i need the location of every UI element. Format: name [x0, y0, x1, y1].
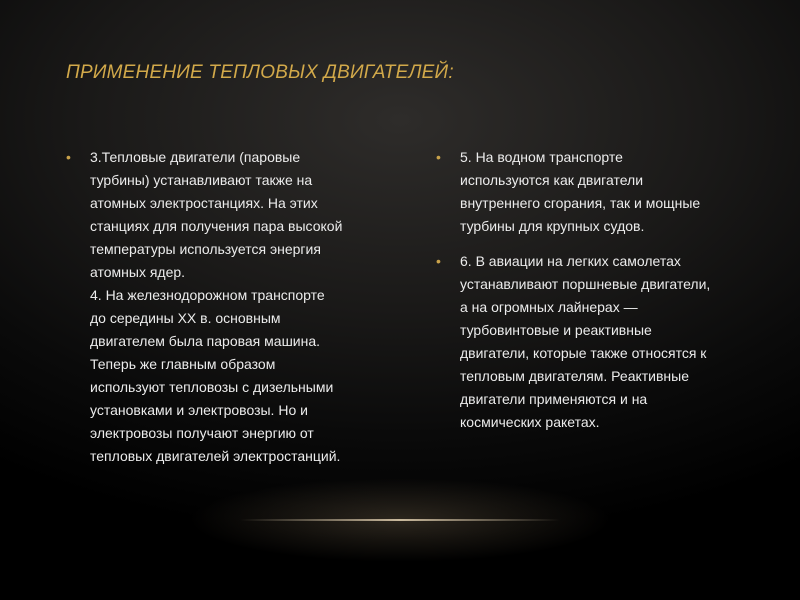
list-item-text: 3.Тепловые двигатели (паровые турбины) устанавливают также на атомных электростанциях. На этих станциях для получения пара высокой температуры используется энергия атомных ядер. 4. На железнодорожном транспорте до середины XX в. основным двигателем была паровая машина. Теперь же главным образом используют тепловозы с дизельными установками и электровозы. Но и электровозы получают энергию от тепловых двигателей электростанций.	[90, 149, 343, 464]
bullet-icon: •	[436, 253, 441, 269]
left-column-list	[66, 146, 396, 480]
decorative-glow-line	[240, 519, 560, 521]
right-column-list	[436, 146, 766, 446]
list-item	[436, 146, 766, 238]
list-item	[436, 250, 766, 434]
list-item-text: 5. На водном транспорте используются как двигатели внутреннего сгорания, так и мощные турбины для крупных судов.	[460, 149, 701, 234]
slide-title: ПРИМЕНЕНИЕ ТЕПЛОВЫХ ДВИГАТЕЛЕЙ:	[66, 62, 454, 83]
bullet-icon: •	[66, 149, 71, 165]
list-item-text: 6. В авиации на легких самолетах устанавливают поршневые двигатели, а на огромных лайнерах — турбовинтовые и реактивные двигатели, которые также относятся к тепловым двигателям. Реактивные двигатели применяются и на космических ракетах.	[460, 253, 711, 430]
bullet-icon: •	[436, 149, 441, 165]
list-item	[66, 146, 396, 468]
